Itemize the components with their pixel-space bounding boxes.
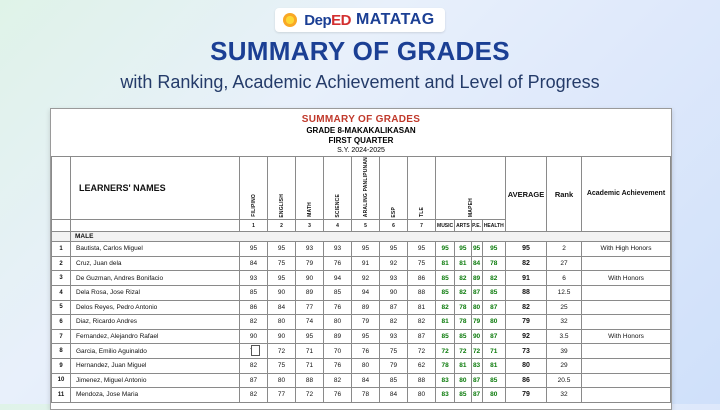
learner-name[interactable]: Cruz, Juan dela [71, 256, 240, 271]
learner-name[interactable]: Diaz, Ricardo Andres [71, 315, 240, 330]
score-cell[interactable]: 80 [408, 388, 436, 403]
mapeh-score-cell[interactable]: 85 [436, 285, 455, 300]
table-row[interactable] [52, 373, 671, 388]
score-cell[interactable]: 89 [324, 329, 352, 344]
average-cell: 80 [506, 358, 547, 373]
row-number-subheader [52, 220, 71, 232]
rank-cell: 32 [547, 315, 582, 330]
mapeh-score-cell[interactable]: 87 [471, 388, 482, 403]
score-cell[interactable]: 88 [296, 373, 324, 388]
score-cell[interactable]: 82 [408, 315, 436, 330]
mapeh-score-cell[interactable]: 95 [471, 242, 482, 257]
mapeh-score-cell[interactable]: 85 [482, 285, 505, 300]
row-number: 7 [52, 329, 71, 344]
achievement-cell: With Honors [582, 271, 671, 286]
score-cell[interactable]: 95 [268, 271, 296, 286]
mapeh-score-cell[interactable]: 72 [471, 344, 482, 359]
mapeh-score-cell[interactable]: 87 [471, 373, 482, 388]
table-row[interactable] [52, 388, 671, 403]
sheet-header [51, 109, 671, 156]
average-cell: 82 [506, 256, 547, 271]
learner-name[interactable]: Hernandez, Juan Miguel [71, 358, 240, 373]
achievement-cell: With Honors [582, 329, 671, 344]
sunburst-icon [283, 13, 297, 27]
score-cell[interactable]: 89 [296, 285, 324, 300]
rank-cell: 6 [547, 271, 582, 286]
score-cell[interactable]: 72 [296, 388, 324, 403]
mapeh-score-cell[interactable]: 87 [482, 329, 505, 344]
mapeh-component-music: MUSIC [436, 220, 455, 232]
score-cell[interactable]: 72 [268, 344, 296, 359]
mapeh-score-cell[interactable]: 80 [482, 388, 505, 403]
score-cell[interactable]: 93 [380, 271, 408, 286]
mapeh-score-cell[interactable]: 82 [436, 300, 455, 315]
score-cell[interactable]: 86 [240, 300, 268, 315]
score-cell[interactable]: 71 [296, 358, 324, 373]
row-number: 2 [52, 256, 71, 271]
achievement-cell [582, 373, 671, 388]
average-cell: 79 [506, 388, 547, 403]
score-cell[interactable]: 87 [240, 373, 268, 388]
subject-number-3: 3 [296, 220, 324, 232]
table-row[interactable] [52, 344, 671, 359]
row-number: 4 [52, 285, 71, 300]
score-cell[interactable]: 70 [324, 344, 352, 359]
deped-matatag-logo [0, 8, 720, 32]
score-cell[interactable]: 93 [296, 242, 324, 257]
mapeh-score-cell[interactable]: 80 [455, 373, 471, 388]
academic-achievement-header: Academic Achievement [582, 157, 671, 232]
row-number: 6 [52, 315, 71, 330]
mapeh-score-cell[interactable]: 87 [471, 285, 482, 300]
mapeh-score-cell[interactable]: 90 [471, 329, 482, 344]
score-cell[interactable]: 77 [268, 388, 296, 403]
score-cell[interactable]: 93 [380, 329, 408, 344]
score-cell[interactable]: 85 [240, 285, 268, 300]
mapeh-score-cell[interactable]: 85 [482, 373, 505, 388]
learner-name[interactable]: Garcia, Emilio Aguinaldo [71, 344, 240, 359]
score-cell[interactable]: 78 [352, 388, 380, 403]
mapeh-score-cell[interactable]: 81 [455, 358, 471, 373]
learner-name[interactable]: Bautista, Carlos Miguel [71, 242, 240, 257]
score-cell[interactable]: 76 [324, 256, 352, 271]
mapeh-score-cell[interactable]: 72 [455, 344, 471, 359]
rank-cell: 39 [547, 344, 582, 359]
sheet-title: SUMMARY OF GRADES [301, 114, 421, 125]
subject-header-tle: TLE [408, 157, 436, 220]
row-number: 1 [52, 242, 71, 257]
average-cell: 82 [506, 300, 547, 315]
table-row[interactable] [52, 315, 671, 330]
score-cell[interactable]: 62 [408, 358, 436, 373]
score-cell[interactable]: 75 [268, 358, 296, 373]
grades-sheet [50, 108, 672, 410]
score-cell[interactable]: 82 [380, 315, 408, 330]
mapeh-score-cell[interactable]: 81 [482, 358, 505, 373]
mapeh-score-cell[interactable]: 72 [436, 344, 455, 359]
mapeh-score-cell[interactable]: 80 [471, 300, 482, 315]
mapeh-score-cell[interactable]: 81 [436, 315, 455, 330]
achievement-cell [582, 358, 671, 373]
mapeh-score-cell[interactable]: 95 [482, 242, 505, 257]
achievement-cell [582, 315, 671, 330]
row-number: 5 [52, 300, 71, 315]
achievement-cell: With High Honors [582, 242, 671, 257]
table-row[interactable] [52, 271, 671, 286]
table-row[interactable] [52, 329, 671, 344]
table-row[interactable] [52, 358, 671, 373]
score-cell[interactable]: 92 [380, 256, 408, 271]
score-cell[interactable]: 87 [380, 300, 408, 315]
subject-number-1: 1 [240, 220, 268, 232]
achievement-cell [582, 300, 671, 315]
mapeh-score-cell[interactable]: 82 [482, 271, 505, 286]
cell-cursor[interactable] [251, 345, 260, 356]
achievement-cell [582, 285, 671, 300]
score-cell[interactable]: 95 [408, 242, 436, 257]
subject-number-6: 6 [380, 220, 408, 232]
sheet-quarter: FIRST QUARTER [328, 136, 394, 145]
score-cell[interactable]: 82 [240, 388, 268, 403]
score-cell[interactable]: 90 [268, 285, 296, 300]
score-cell[interactable]: 93 [324, 242, 352, 257]
row-number: 10 [52, 373, 71, 388]
group-label: MALE [71, 232, 671, 242]
mapeh-score-cell[interactable]: 85 [455, 329, 471, 344]
score-cell[interactable]: 81 [408, 300, 436, 315]
score-cell[interactable]: 95 [268, 242, 296, 257]
group-row-male [52, 232, 671, 242]
row-number-header [52, 157, 71, 220]
learners-names-header: LEARNERS' NAMES [71, 157, 240, 220]
score-cell[interactable]: 80 [268, 373, 296, 388]
score-cell[interactable]: 84 [240, 256, 268, 271]
score-cell[interactable]: 90 [240, 329, 268, 344]
score-cell[interactable]: 89 [352, 300, 380, 315]
score-cell[interactable]: 84 [352, 373, 380, 388]
mapeh-score-cell[interactable]: 78 [482, 256, 505, 271]
mapeh-score-cell[interactable]: 81 [455, 256, 471, 271]
learner-name[interactable]: Delos Reyes, Pedro Antonio [71, 300, 240, 315]
mapeh-score-cell[interactable]: 80 [482, 315, 505, 330]
score-cell[interactable]: 79 [296, 256, 324, 271]
subject-number-4: 4 [324, 220, 352, 232]
score-cell[interactable]: 88 [408, 373, 436, 388]
score-cell[interactable]: 80 [324, 315, 352, 330]
mapeh-score-cell[interactable]: 85 [436, 329, 455, 344]
learner-name[interactable]: Dela Rosa, Jose Rizal [71, 285, 240, 300]
score-cell[interactable]: 85 [324, 285, 352, 300]
mapeh-score-cell[interactable]: 85 [455, 388, 471, 403]
mapeh-score-cell[interactable]: 89 [471, 271, 482, 286]
score-cell[interactable]: 95 [240, 242, 268, 257]
learner-name[interactable]: Jimenez, Miguel Antonio [71, 373, 240, 388]
mapeh-score-cell[interactable]: 82 [455, 285, 471, 300]
mapeh-score-cell[interactable]: 81 [436, 256, 455, 271]
average-cell: 95 [506, 242, 547, 257]
score-cell[interactable]: 75 [268, 256, 296, 271]
row-number: 9 [52, 358, 71, 373]
score-cell[interactable]: 84 [380, 388, 408, 403]
mapeh-score-cell[interactable]: 95 [436, 242, 455, 257]
logo-badge [275, 8, 444, 32]
names-subheader [71, 220, 240, 232]
score-cell[interactable]: 95 [380, 242, 408, 257]
achievement-cell [582, 256, 671, 271]
rank-cell: 3.5 [547, 329, 582, 344]
score-cell[interactable]: 82 [324, 373, 352, 388]
table-body [52, 232, 671, 403]
matatag-wordmark: MATATAG [355, 11, 435, 28]
rank-cell: 25 [547, 300, 582, 315]
mapeh-score-cell[interactable]: 84 [471, 256, 482, 271]
row-number: 11 [52, 388, 71, 403]
page-title: SUMMARY OF GRADES [210, 36, 510, 66]
learner-name[interactable]: Fernandez, Alejandro Rafael [71, 329, 240, 344]
row-number: 3 [52, 271, 71, 286]
table-row[interactable] [52, 300, 671, 315]
mapeh-score-cell[interactable]: 83 [471, 358, 482, 373]
score-cell[interactable]: 75 [408, 256, 436, 271]
subject-number-5: 5 [352, 220, 380, 232]
mapeh-component-pe: P.E. [471, 220, 482, 232]
subject-header-esp: ESP [380, 157, 408, 220]
subject-header-science: SCIENCE [324, 157, 352, 220]
page-subtitle: with Ranking, Academic Achievement and Level of Progress [120, 72, 600, 92]
score-cell[interactable]: 80 [268, 315, 296, 330]
score-cell[interactable]: 90 [268, 329, 296, 344]
score-cell[interactable]: 90 [296, 271, 324, 286]
score-cell[interactable]: 88 [408, 285, 436, 300]
score-cell[interactable]: 86 [408, 271, 436, 286]
rank-cell: 2 [547, 242, 582, 257]
rank-cell: 12.5 [547, 285, 582, 300]
score-cell[interactable]: 76 [352, 344, 380, 359]
mapeh-score-cell[interactable]: 83 [436, 373, 455, 388]
score-cell[interactable]: 74 [296, 315, 324, 330]
subject-number-2: 2 [268, 220, 296, 232]
average-header: AVERAGE [506, 157, 547, 232]
table-row[interactable] [52, 285, 671, 300]
mapeh-score-cell[interactable]: 87 [482, 300, 505, 315]
row-number: 8 [52, 344, 71, 359]
score-cell[interactable]: 71 [296, 344, 324, 359]
score-cell[interactable]: 76 [324, 388, 352, 403]
sheet-school-year: S.Y. 2024-2025 [337, 147, 385, 154]
mapeh-score-cell[interactable]: 82 [455, 271, 471, 286]
average-cell: 73 [506, 344, 547, 359]
mapeh-score-cell[interactable]: 78 [455, 300, 471, 315]
mapeh-component-health: HEALTH [482, 220, 505, 232]
score-cell[interactable]: 94 [352, 285, 380, 300]
mapeh-score-cell[interactable]: 78 [436, 358, 455, 373]
average-cell: 92 [506, 329, 547, 344]
average-cell: 91 [506, 271, 547, 286]
score-cell[interactable]: 80 [352, 358, 380, 373]
score-cell[interactable]: 93 [240, 271, 268, 286]
score-cell[interactable]: 94 [324, 271, 352, 286]
mapeh-component-arts: ARTS [455, 220, 471, 232]
sheet-grade: GRADE 8-MAKAKALIKASAN [306, 126, 416, 135]
score-cell[interactable]: 91 [352, 256, 380, 271]
score-cell[interactable]: 95 [352, 242, 380, 257]
rank-cell: 29 [547, 358, 582, 373]
score-cell[interactable]: 95 [296, 329, 324, 344]
rank-header: Rank [547, 157, 582, 232]
score-cell[interactable]: 76 [324, 358, 352, 373]
subject-header-mapeh: MAPEH [436, 157, 506, 220]
rank-cell: 27 [547, 256, 582, 271]
mapeh-score-cell[interactable]: 79 [471, 315, 482, 330]
subject-header-araling-panlipunan: ARALING PANLIPUNAN [352, 157, 380, 220]
mapeh-score-cell[interactable]: 71 [482, 344, 505, 359]
score-cell[interactable]: 72 [408, 344, 436, 359]
deped-wordmark: DepED [304, 11, 351, 29]
mapeh-score-cell[interactable]: 85 [436, 271, 455, 286]
score-cell[interactable]: 77 [296, 300, 324, 315]
score-cell[interactable]: 75 [380, 344, 408, 359]
score-cell[interactable]: 90 [380, 285, 408, 300]
subject-header-filipino: FILIPINO [240, 157, 268, 220]
rank-cell: 32 [547, 388, 582, 403]
score-cell[interactable]: 92 [352, 271, 380, 286]
subject-header-math: MATH [296, 157, 324, 220]
mapeh-score-cell[interactable]: 83 [436, 388, 455, 403]
score-cell[interactable]: 76 [324, 300, 352, 315]
achievement-cell [582, 388, 671, 403]
score-cell[interactable]: 82 [240, 358, 268, 373]
score-cell[interactable]: 95 [352, 329, 380, 344]
table-row[interactable] [52, 256, 671, 271]
learner-name[interactable]: Mendoza, Jose Maria [71, 388, 240, 403]
table-header-row [52, 157, 671, 220]
table-row[interactable] [52, 242, 671, 257]
mapeh-score-cell[interactable]: 78 [455, 315, 471, 330]
score-cell[interactable]: 85 [380, 373, 408, 388]
grades-table [51, 156, 671, 403]
score-cell[interactable]: 79 [352, 315, 380, 330]
score-cell[interactable]: 79 [380, 358, 408, 373]
score-cell[interactable]: 87 [408, 329, 436, 344]
learner-name[interactable]: De Guzman, Andres Bonifacio [71, 271, 240, 286]
subject-header-english: ENGLISH [268, 157, 296, 220]
achievement-cell [582, 344, 671, 359]
mapeh-score-cell[interactable]: 95 [455, 242, 471, 257]
average-cell: 79 [506, 315, 547, 330]
subject-number-7: 7 [408, 220, 436, 232]
score-cell[interactable]: 82 [240, 315, 268, 330]
score-cell[interactable]: 84 [268, 300, 296, 315]
rank-cell: 20.5 [547, 373, 582, 388]
average-cell: 88 [506, 285, 547, 300]
average-cell: 86 [506, 373, 547, 388]
